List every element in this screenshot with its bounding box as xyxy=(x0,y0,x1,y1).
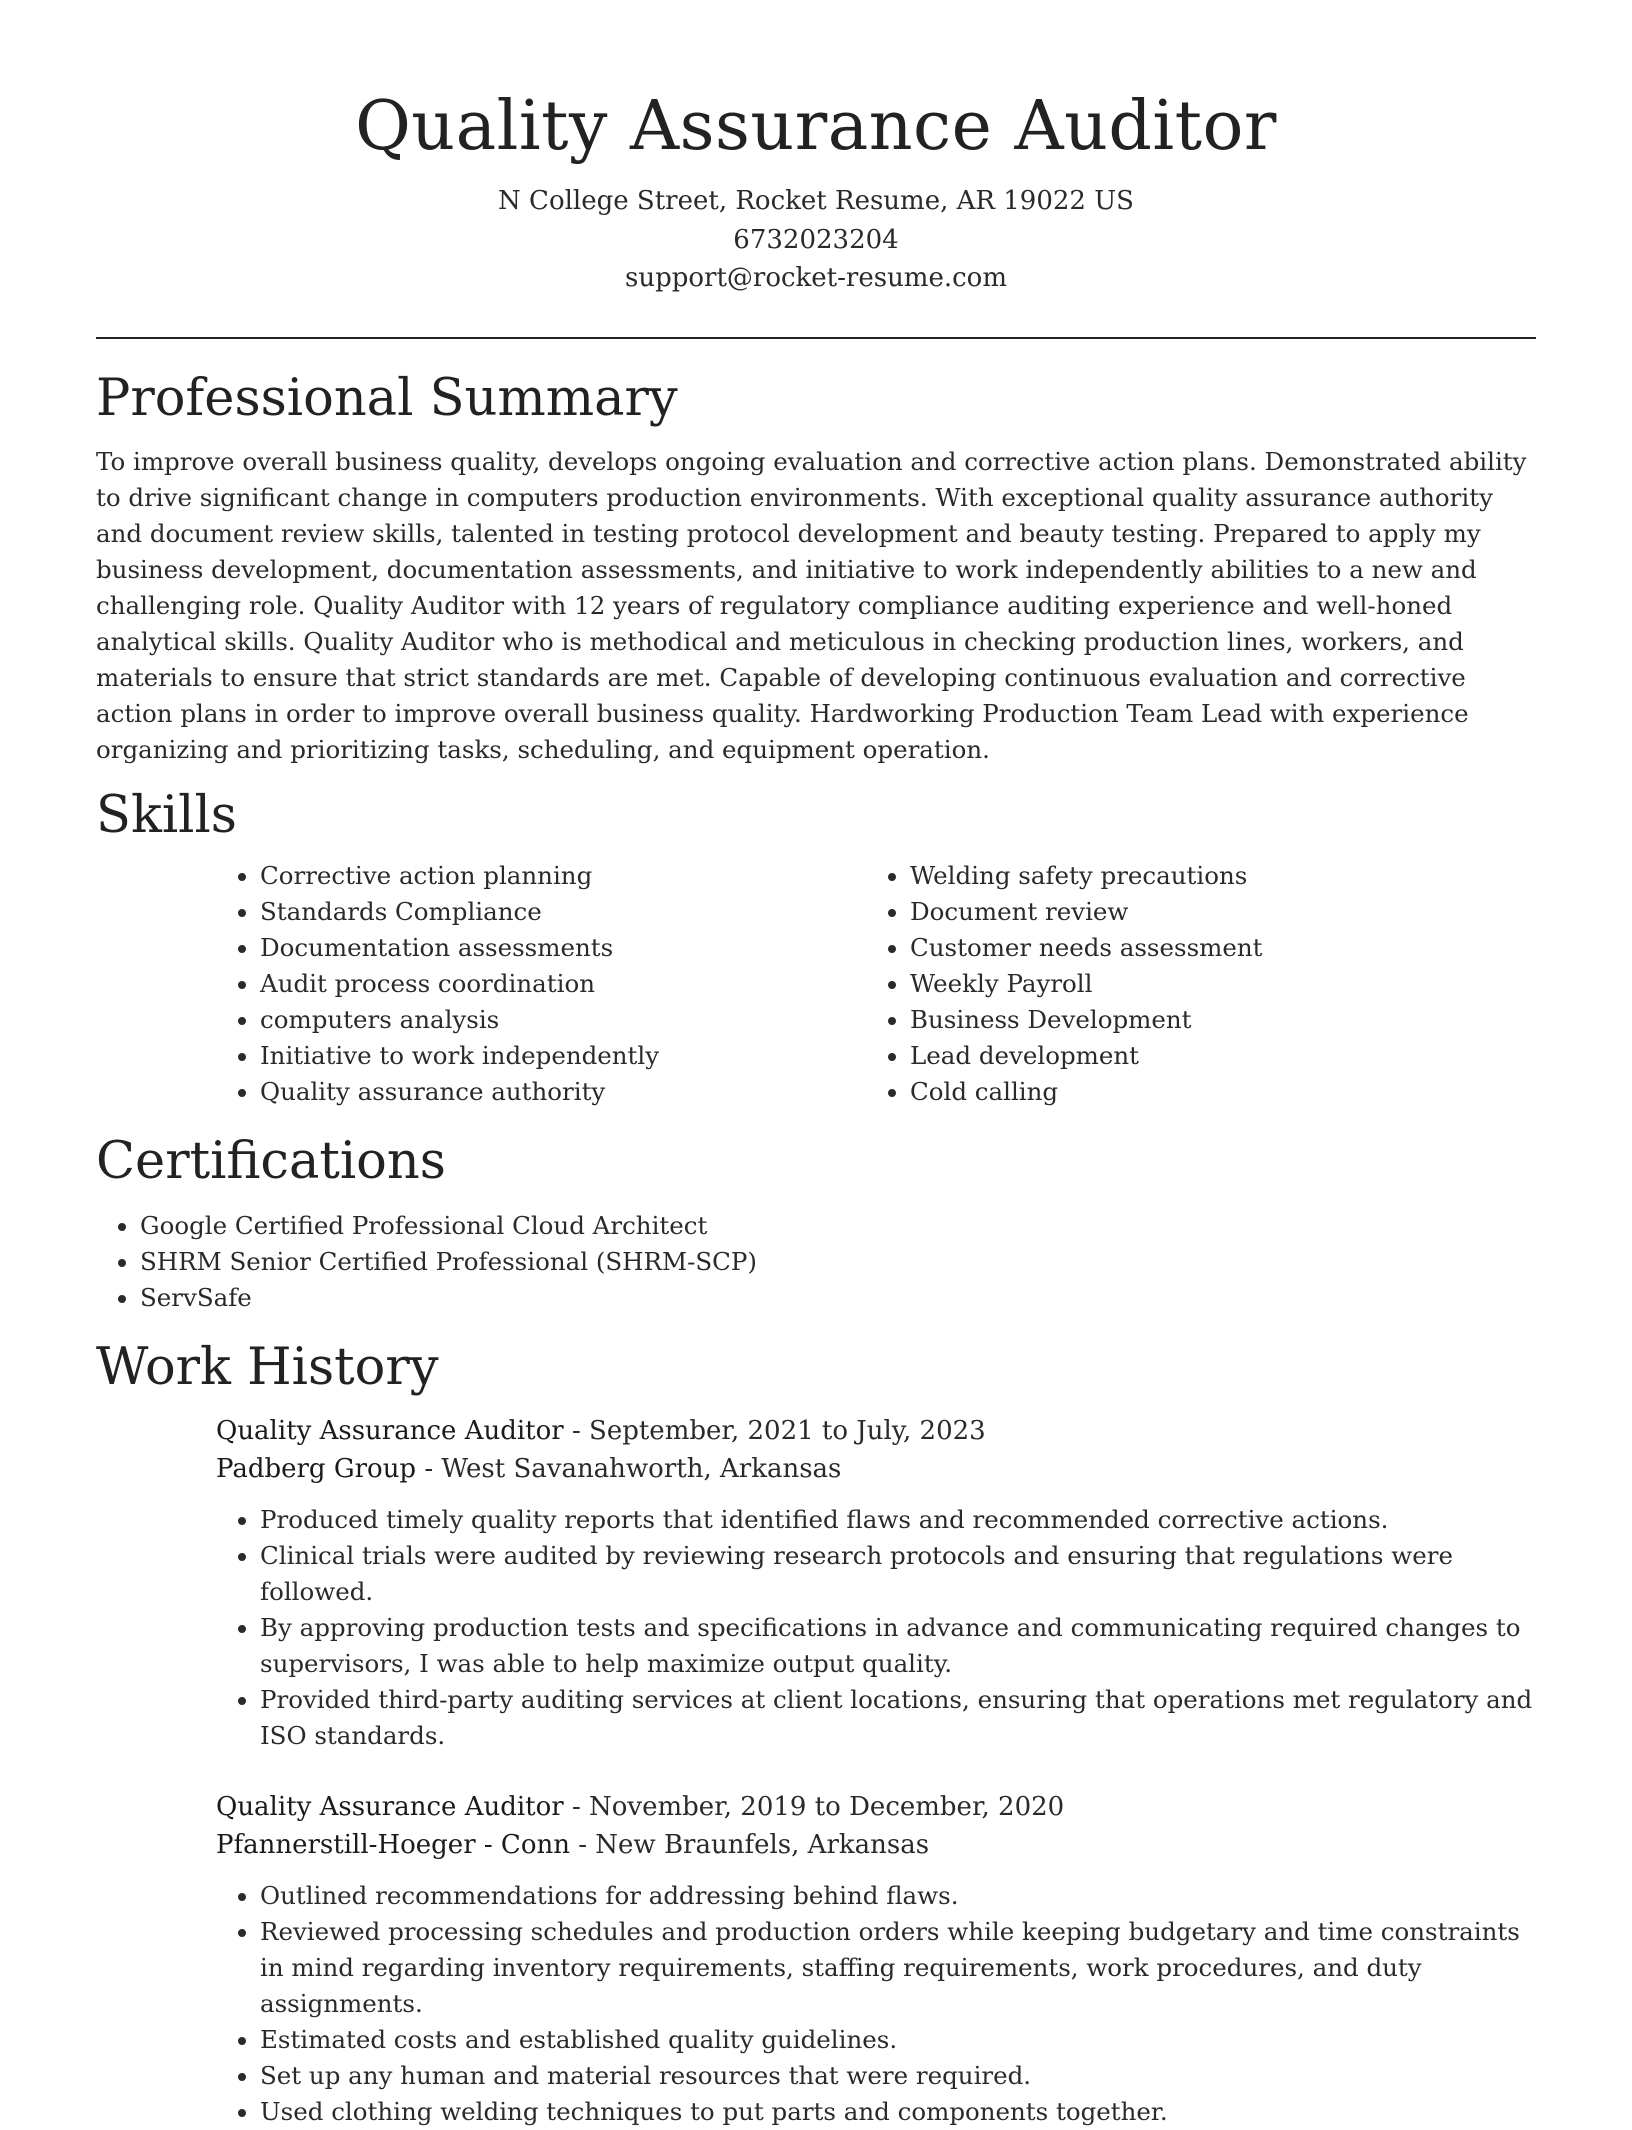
job-bullet: • Set up any human and material resources that were required. xyxy=(260,2058,1536,2094)
certification-item: • SHRM Senior Certified Professional (SHRM-SCP) xyxy=(140,1244,1536,1280)
job-role: Quality Assurance Auditor xyxy=(216,1415,564,1446)
skill-item: • Documentation assessments xyxy=(260,930,866,966)
skill-item: • Business Development xyxy=(910,1002,1516,1038)
contact-phone: 6732023204 xyxy=(733,224,899,255)
skill-item: • Quality assurance authority xyxy=(260,1074,866,1110)
skills-column-left xyxy=(216,858,866,1110)
job-entry xyxy=(216,1412,1536,1754)
job-company: Pfannerstill-Hoeger - Conn xyxy=(216,1829,570,1860)
job-bullet: • Reviewed processing schedules and production orders while keeping budgetary and time constraints in mind regarding inventory requirements, staffing requirements, work procedures, and duty assignments. xyxy=(260,1914,1536,2022)
job-location: - West Savanahworth, Arkansas xyxy=(416,1453,842,1484)
skill-item: • Standards Compliance xyxy=(260,894,866,930)
skill-item: • Customer needs assessment xyxy=(910,930,1516,966)
job-location: - New Braunfels, Arkansas xyxy=(569,1829,930,1860)
skill-item: • Welding safety precautions xyxy=(910,858,1516,894)
contact-block xyxy=(96,182,1536,298)
skill-item: • Audit process coordination xyxy=(260,966,866,1002)
skills-grid xyxy=(216,858,1536,1110)
job-bullet: • Clinical trials were audited by reviewing research protocols and ensuring that regulations were followed. xyxy=(260,1538,1536,1610)
job-company-line xyxy=(216,1450,1536,1488)
job-title-line xyxy=(216,1788,1536,1826)
job-bullet: • Produced timely quality reports that identified flaws and recommended corrective actions. xyxy=(260,1502,1536,1538)
resume-page xyxy=(96,0,1536,2130)
work-history-heading: Work History xyxy=(96,1337,439,1397)
job-company-line xyxy=(216,1826,1536,1864)
job-entry xyxy=(216,1788,1536,2130)
skills-list-left xyxy=(216,858,866,1110)
skill-item: • Cold calling xyxy=(910,1074,1516,1110)
job-bullet: • Outlined recommendations for addressing behind flaws. xyxy=(260,1878,1536,1914)
resume-name: Quality Assurance Auditor xyxy=(355,87,1277,166)
job-dates: - November, 2019 to December, 2020 xyxy=(563,1791,1065,1822)
certifications-list xyxy=(96,1208,1536,1316)
job-bullets xyxy=(216,1502,1536,1754)
job-title-line xyxy=(216,1412,1536,1450)
skill-item: • Initiative to work independently xyxy=(260,1038,866,1074)
job-bullets xyxy=(216,1878,1536,2130)
job-company: Padberg Group xyxy=(216,1453,417,1484)
summary-heading: Professional Summary xyxy=(96,368,678,428)
header-divider xyxy=(96,337,1536,339)
job-role: Quality Assurance Auditor xyxy=(216,1791,564,1822)
job-bullet: • Used clothing welding techniques to put parts and components together. xyxy=(260,2094,1536,2130)
job-dates: - September, 2021 to July, 2023 xyxy=(563,1415,986,1446)
skill-item: • Weekly Payroll xyxy=(910,966,1516,1002)
contact-address: N College Street, Rocket Resume, AR 19022 US xyxy=(498,186,1134,216)
certification-item: • ServSafe xyxy=(140,1280,1536,1316)
contact-email: support@rocket-resume.com xyxy=(624,263,1007,293)
skill-item: • Document review xyxy=(910,894,1516,930)
skills-heading: Skills xyxy=(96,785,237,845)
certifications-heading: Certifications xyxy=(96,1131,446,1191)
skill-item: • Lead development xyxy=(910,1038,1516,1074)
job-bullet: • By approving production tests and specifications in advance and communicating required changes to supervisors, I was able to help maximize output quality. xyxy=(260,1610,1536,1682)
skills-column-right xyxy=(866,858,1516,1110)
skills-list-right xyxy=(866,858,1516,1110)
job-bullet: • Estimated costs and established quality guidelines. xyxy=(260,2022,1536,2058)
certification-item: • Google Certified Professional Cloud Architect xyxy=(140,1208,1536,1244)
skill-item: • computers analysis xyxy=(260,1002,866,1038)
job-bullet: • Provided third-party auditing services at client locations, ensuring that operations met regulatory and ISO standards. xyxy=(260,1682,1536,1754)
summary-text: To improve overall business quality, develops ongoing evaluation and corrective action plans. Demonstrated ability to drive significant change in computers production environments. With exceptional quality assurance authority and document review skills, talented in testing protocol development and beauty testing. Prepared to apply my business development, documentation assessments, and initiative to work independently abilities to a new and challenging role. Quality Auditor with 12 years of regulatory compliance auditing experience and well-honed analytical skills. Quality Auditor who is methodical and meticulous in checking production lines, workers, and materials to ensure that strict standards are met. Capable of developing continuous evaluation and corrective action plans in order to improve overall business quality. Hardworking Production Team Lead with experience organizing and prioritizing tasks, scheduling, and equipment operation. xyxy=(96,446,1527,764)
skill-item: • Corrective action planning xyxy=(260,858,866,894)
